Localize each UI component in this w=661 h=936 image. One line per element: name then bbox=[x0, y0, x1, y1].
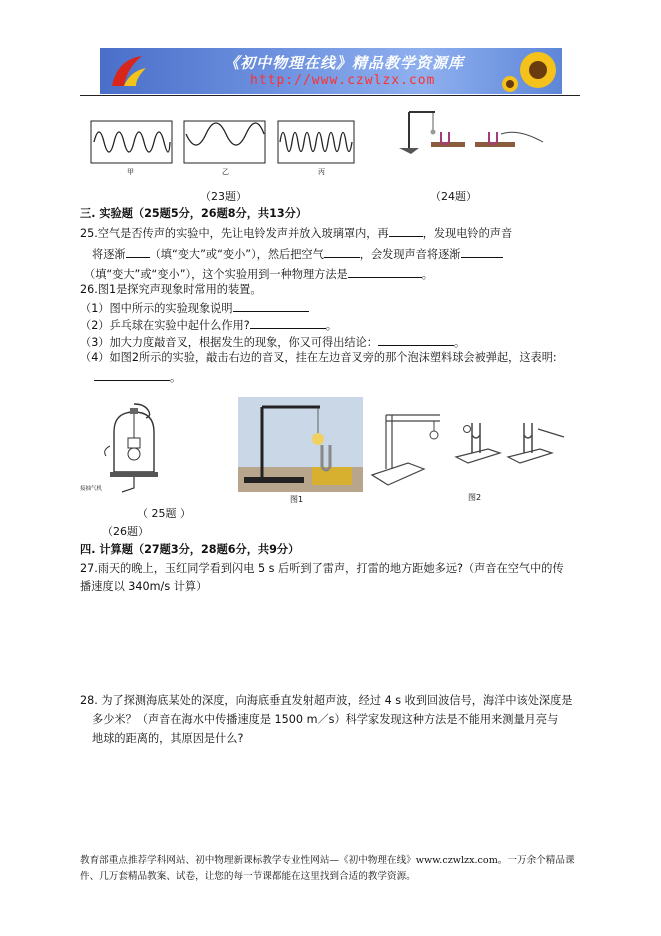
q28-line-2: 多少米？（声音在海水中传播速度是 1500 m／s）科学家发现这种方法是不能用来测量月亮与 bbox=[92, 713, 559, 726]
q26-blank-4[interactable] bbox=[94, 369, 170, 381]
q25-text: 。 bbox=[421, 268, 433, 281]
banner-url: http://www.czwlzx.com bbox=[250, 73, 436, 88]
section-3-heading: 三. 实验题（25题5分，26题8分，共13分） bbox=[80, 207, 308, 220]
page-footer bbox=[80, 853, 620, 885]
caption-23: （23题） bbox=[200, 190, 247, 203]
footer-line-2: 件、几万套精品教案、试卷，让您的每一节课都能在这里找到合适的教学资源。 bbox=[80, 871, 416, 882]
wave-label-yi: 乙 bbox=[222, 168, 229, 176]
footer-line-1: 教育部重点推荐学科网站、初中物理新课标教学专业性网站—《初中物理在线》www.czwlzx.com。一万余个精品课 bbox=[80, 855, 575, 866]
q26-blank-2[interactable] bbox=[250, 317, 326, 329]
site-logo bbox=[106, 52, 150, 90]
fig1-label: 图1 bbox=[290, 495, 304, 504]
q26-text: 。 bbox=[170, 371, 182, 384]
q25-text: ，会发现声音将逐渐 bbox=[359, 248, 461, 261]
q25-blank-2[interactable] bbox=[126, 246, 150, 258]
wave-label-jia: 甲 bbox=[127, 168, 134, 176]
q25-text: 25.空气是否传声的实验中，先让电铃发声并放入玻璃罩内，再 bbox=[80, 227, 389, 240]
caption-25: （ 25题 ） bbox=[137, 507, 191, 520]
q25-blank-3[interactable] bbox=[324, 246, 360, 258]
figure-26-sketch bbox=[368, 405, 568, 490]
q26-part-4-answer bbox=[94, 369, 181, 385]
q26-part-3 bbox=[80, 334, 465, 350]
q25-text: （填“变大”或“变小”），然后把空气 bbox=[149, 248, 324, 261]
q27-line-2: 播速度以 340m/s 计算） bbox=[80, 580, 208, 593]
figure-26-photo bbox=[238, 397, 363, 492]
q26-intro: 26.图1是探究声现象时常用的装置。 bbox=[80, 283, 262, 296]
q26-text: 。 bbox=[325, 319, 337, 332]
wave-label-bing: 丙 bbox=[318, 168, 325, 176]
section-4-heading: 四. 计算题（27题3分，28题6分，共9分） bbox=[80, 543, 300, 556]
q25-text: ，发现电铃的声音 bbox=[422, 227, 513, 240]
caption-24: （24题） bbox=[430, 190, 477, 203]
q26-blank-3[interactable] bbox=[378, 334, 454, 346]
sunflower-icon bbox=[500, 48, 560, 94]
q26-part-2 bbox=[80, 317, 337, 333]
q26-text: （3）加大力度敲音叉，根据发生的现象，你又可得出结论： bbox=[80, 336, 378, 349]
q26-text: （2）乒乓球在实验中起什么作用? bbox=[80, 319, 250, 332]
q25-line-3 bbox=[84, 266, 433, 282]
pump-label: 接抽气机 bbox=[80, 486, 103, 492]
q25-blank-1[interactable] bbox=[389, 225, 423, 237]
figure-24-tuning-forks bbox=[393, 108, 548, 158]
q26-part-1 bbox=[80, 300, 309, 316]
q25-blank-5[interactable] bbox=[348, 266, 422, 278]
header-banner bbox=[100, 48, 562, 94]
q26-blank-1[interactable] bbox=[233, 300, 309, 312]
q25-text: 将逐渐 bbox=[92, 248, 126, 261]
fig2-label: 图2 bbox=[468, 493, 482, 502]
caption-26: （26题） bbox=[102, 525, 149, 538]
q25-line-2 bbox=[92, 246, 503, 262]
q26-text: 。 bbox=[454, 336, 466, 349]
q25-text: （填“变大”或“变小”），这个实验用到一种物理方法是 bbox=[84, 268, 348, 281]
q25-line-1 bbox=[80, 225, 512, 241]
q25-blank-4[interactable] bbox=[461, 246, 503, 258]
q28-line-3: 地球的距离的，其原因是什么? bbox=[92, 732, 244, 745]
q28-line-1: 28. 为了探测海底某处的深度，向海底垂直发射超声波，经过 4 s 收到回波信号，海洋中该处深度是 bbox=[80, 694, 573, 707]
header-rule bbox=[80, 95, 580, 96]
q27-line-1: 27.雨天的晚上，玉红同学看到闪电 5 s 后听到了雷声，打雷的地方距她多远?（声音在空气中的传 bbox=[80, 562, 564, 575]
q26-part-4: （4）如图2所示的实验，敲击右边的音叉，挂在左边音叉旁的那个泡沫塑料球会被弹起，这表明: bbox=[80, 351, 557, 364]
banner-title: 《初中物理在线》精品教学资源库 bbox=[224, 54, 465, 72]
q26-text: （1）图中所示的实验现象说明 bbox=[80, 302, 233, 315]
